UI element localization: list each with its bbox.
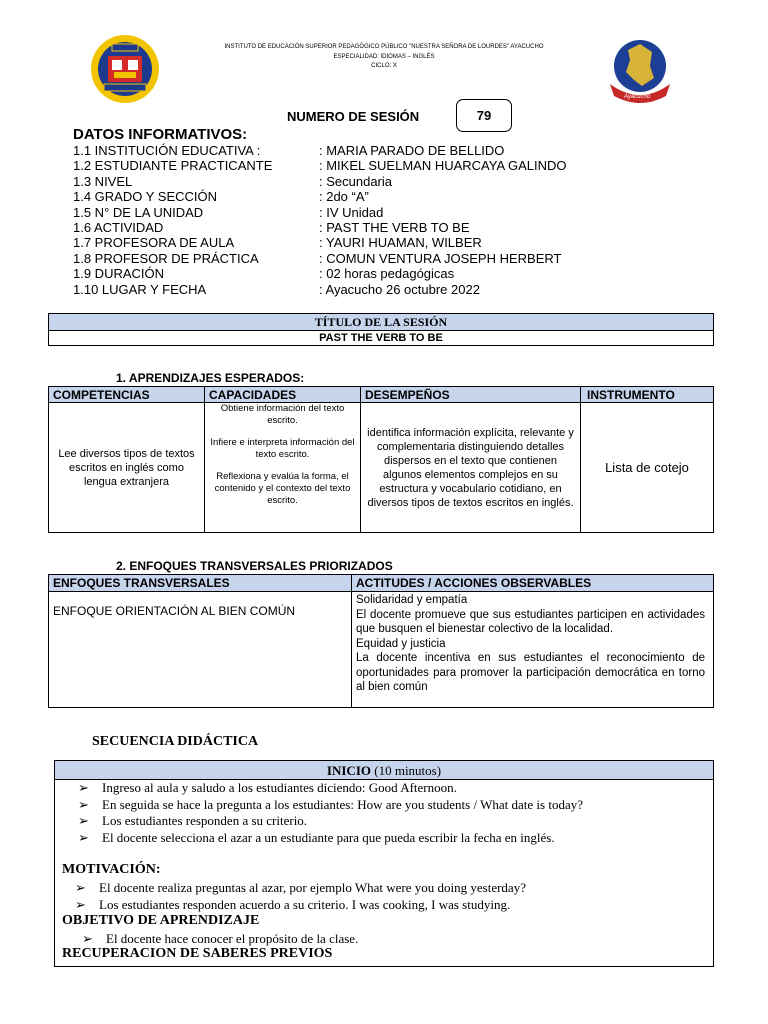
info-value: : 2do “A” xyxy=(319,189,369,204)
secuencia-title: SECUENCIA DIDÁCTICA xyxy=(92,734,259,749)
info-key: 1.4 GRADO Y SECCIÓN xyxy=(73,189,218,204)
inicio-time: (10 minutos) xyxy=(371,763,442,778)
info-key: 1.1 INSTITUCIÓN EDUCATIVA : xyxy=(73,143,261,158)
info-value: : PAST THE VERB TO BE xyxy=(319,220,470,235)
capacidad-item: Reflexiona y evalúa la forma, el contenido y el contexto del texto escrito. xyxy=(214,471,351,506)
col-desempenos: DESEMPEÑOS xyxy=(361,387,581,403)
info-value: : MIKEL SUELMAN HUARCAYA GALINDO xyxy=(319,158,567,173)
inicio-item-text: Los estudiantes responden a su criterio. xyxy=(102,813,308,828)
aprendizajes-heading: 1. APRENDIZAJES ESPERADOS: xyxy=(116,371,305,385)
institute-seal-icon xyxy=(90,34,160,104)
enfoque-cell: ENFOQUE ORIENTACIÓN AL BIEN COMÚN xyxy=(49,592,352,708)
info-key: 1.3 NIVEL xyxy=(73,174,133,189)
info-key: 1.8 PROFESOR DE PRÁCTICA xyxy=(73,251,259,266)
inicio-item xyxy=(78,797,583,813)
header-line-2: ESPECIALIDAD: IDIOMAS – INGLÉS xyxy=(333,54,435,60)
header-line-3: CICLO: X xyxy=(371,63,397,69)
arrow-bullet-icon: ➢ xyxy=(82,931,93,946)
motivacion-item xyxy=(75,897,510,913)
info-key: 1.6 ACTIVIDAD xyxy=(73,220,164,235)
arrow-bullet-icon: ➢ xyxy=(75,897,86,912)
info-value: : COMUN VENTURA JOSEPH HERBERT xyxy=(319,251,562,266)
session-label: NUMERO DE SESIÓN xyxy=(287,109,420,124)
actitud-title: Solidaridad y empatía xyxy=(356,594,468,606)
objetivo-title: OBJETIVO DE APRENDIZAJE xyxy=(62,913,260,928)
competencia-cell: Lee diversos tipos de textos escritos en inglés como lengua extranjera xyxy=(49,403,205,533)
info-value: : MARIA PARADO DE BELLIDO xyxy=(319,143,505,158)
inicio-item xyxy=(78,780,457,796)
col-enfoques: ENFOQUES TRANSVERSALES xyxy=(49,575,352,592)
objetivo-item-text: El docente hace conocer el propósito de la clase. xyxy=(106,931,359,946)
objetivo-item xyxy=(82,931,358,947)
inicio-label: INICIO xyxy=(326,763,371,778)
motivacion-item-text: Los estudiantes responden acuerdo a su criterio. I was cooking, I was studying. xyxy=(99,897,511,912)
titulo-value: PAST THE VERB TO BE xyxy=(49,331,714,346)
info-value: : Ayacucho 26 octubre 2022 xyxy=(319,282,480,297)
actitudes-cell xyxy=(352,592,714,708)
info-value: : Secundaria xyxy=(319,174,392,189)
motivacion-title: MOTIVACIÓN: xyxy=(62,862,161,877)
actitud-text: El docente promueve que sus estudiantes participen en actividades que busquen el bienestar colectivo de la localidad. xyxy=(356,608,705,635)
recuperacion-title: RECUPERACION DE SABERES PREVIOS xyxy=(62,946,333,961)
titulo-table xyxy=(48,313,714,346)
info-key: 1.5 N° DE LA UNIDAD xyxy=(73,205,204,220)
motivacion-item xyxy=(75,880,526,896)
datos-title: DATOS INFORMATIVOS: xyxy=(73,126,248,143)
actitud-title: Equidad y justicia xyxy=(356,637,446,650)
emblem-label: Ayacucho xyxy=(624,94,651,100)
arrow-bullet-icon: ➢ xyxy=(78,813,89,828)
inicio-item xyxy=(78,813,307,829)
actitud-text: La docente incentiva en sus estudiantes el reconocimiento de oportunidades para promover la participación democrática en torno al bien común xyxy=(356,652,705,693)
arrow-bullet-icon: ➢ xyxy=(75,880,86,895)
inicio-item-text: En seguida se hace la pregunta a los estudiantes: How are you students / What date is today? xyxy=(102,797,583,812)
capacidad-item: Obtiene información del texto escrito. xyxy=(220,403,345,426)
info-key: 1.2 ESTUDIANTE PRACTICANTE xyxy=(73,158,273,173)
col-instrumento: INSTRUMENTO xyxy=(581,387,714,403)
info-key: 1.7 PROFESORA DE AULA xyxy=(73,235,235,250)
enfoques-table xyxy=(48,574,714,708)
col-capacidades: CAPACIDADES xyxy=(205,387,361,403)
capacidad-item: Infiere e interpreta información del texto escrito. xyxy=(210,437,355,460)
header-line-1: INSTITUTO DE EDUCACIÓN SUPERIOR PEDAGÓGICO PÚBLICO "NUESTRA SEÑORA DE LOURDES" AYACUCHO xyxy=(224,44,544,50)
instrumento-cell: Lista de cotejo xyxy=(581,403,714,533)
capacidades-cell xyxy=(205,403,361,533)
inicio-header xyxy=(55,761,713,780)
titulo-header: TÍTULO DE LA SESIÓN xyxy=(49,314,714,331)
enfoques-heading: 2. ENFOQUES TRANSVERSALES PRIORIZADOS xyxy=(116,559,393,573)
arrow-bullet-icon: ➢ xyxy=(78,797,89,812)
col-actitudes: ACTITUDES / ACCIONES OBSERVABLES xyxy=(352,575,714,592)
arrow-bullet-icon: ➢ xyxy=(78,830,89,845)
info-value: : IV Unidad xyxy=(319,205,384,220)
arrow-bullet-icon: ➢ xyxy=(78,780,89,795)
ayacucho-map-emblem-icon xyxy=(606,36,674,106)
inicio-item-text: El docente selecciona el azar a un estudiante para que pueda escribir la fecha en inglés. xyxy=(102,830,555,845)
inicio-item xyxy=(78,830,555,846)
desempenos-cell: identifica información explícita, relevante y complementaria distinguiendo detalles dispersos en el texto que contienen algunos elementos complejos en su estructura y vocabulario cotidiano, en diversos tipos de textos escritos en inglés. xyxy=(361,403,581,533)
col-competencias: COMPETENCIAS xyxy=(49,387,205,403)
session-number: 79 xyxy=(456,99,512,132)
inicio-item-text: Ingreso al aula y saludo a los estudiantes diciendo: Good Afternoon. xyxy=(102,780,457,795)
info-key: 1.10 LUGAR Y FECHA xyxy=(73,282,207,297)
info-value: : 02 horas pedagógicas xyxy=(319,266,455,281)
aprendizajes-table xyxy=(48,386,714,533)
info-value: : YAURI HUAMAN, WILBER xyxy=(319,235,482,250)
info-key: 1.9 DURACIÓN xyxy=(73,266,165,281)
motivacion-item-text: El docente realiza preguntas al azar, por ejemplo What were you doing yesterday? xyxy=(99,880,526,895)
